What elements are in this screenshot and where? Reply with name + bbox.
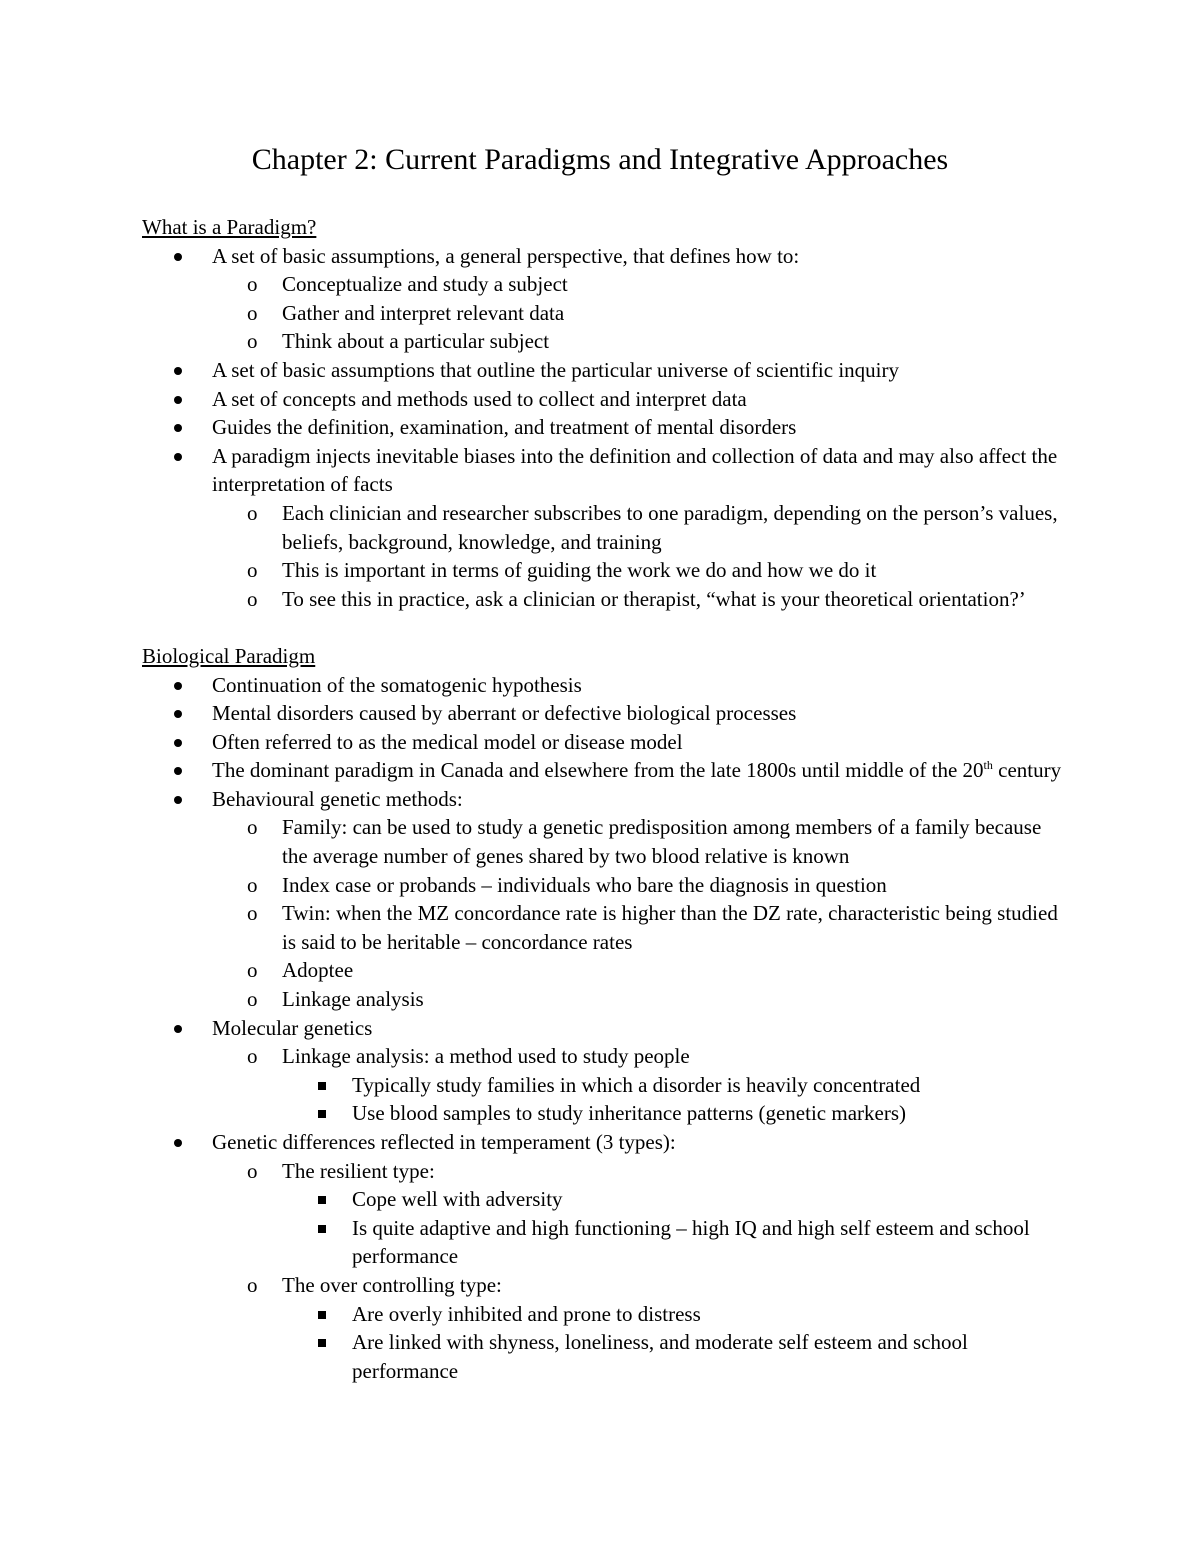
bullet-icon <box>174 796 182 804</box>
list-item <box>142 1128 1062 1385</box>
list-item-text: A set of concepts and methods used to collect and interpret data <box>212 386 747 411</box>
sub-sub-list <box>282 1300 1062 1386</box>
sub-list-item-text: The over controlling type: <box>282 1272 502 1297</box>
square-bullet-icon <box>318 1225 326 1233</box>
sub-list-item-text: Linkage analysis <box>282 987 424 1012</box>
sub-list-item-text: Conceptualize and study a subject <box>282 272 568 297</box>
list-item <box>142 442 1062 614</box>
square-bullet-icon <box>318 1110 326 1118</box>
list-item <box>142 756 1062 785</box>
circle-bullet-icon: o <box>247 272 258 297</box>
sub-list-item-text: The resilient type: <box>282 1158 435 1183</box>
bullet-icon <box>174 453 182 461</box>
circle-bullet-icon: o <box>247 1158 258 1183</box>
sub-list-item-text: Twin: when the MZ concordance rate is higher than the DZ rate, characteristic being studied is said to be heritable – concordance rates <box>282 901 1058 954</box>
circle-bullet-icon: o <box>247 586 258 611</box>
circle-bullet-icon: o <box>247 958 258 983</box>
sub-list-item-text: Each clinician and researcher subscribes to one paradigm, depending on the person’s values, beliefs, background, knowledge, and training <box>282 500 1058 554</box>
list-item <box>142 385 1062 414</box>
biological-bullet-list <box>142 671 1062 1386</box>
sub-sub-list <box>282 1185 1062 1271</box>
sub-list-item <box>212 871 1062 900</box>
square-bullet-icon <box>318 1082 326 1090</box>
sub-sub-list-item <box>282 1185 1062 1214</box>
sub-list-item <box>212 1271 1062 1385</box>
list-item-text: Continuation of the somatogenic hypothesis <box>212 672 582 697</box>
list-item-text-main: The dominant paradigm in Canada and elsewhere from the late 1800s until middle of the 20 <box>212 758 984 783</box>
sub-list-item <box>212 499 1062 556</box>
list-item-text: A paradigm injects inevitable biases into the definition and collection of data and may also affect the interpretation of facts <box>212 443 1058 497</box>
sub-list-item-text: Think about a particular subject <box>282 329 550 354</box>
sub-list <box>212 1157 1062 1386</box>
list-item <box>142 356 1062 385</box>
sub-sub-list-item <box>282 1099 1062 1128</box>
list-item <box>142 699 1062 728</box>
sub-sub-list-item <box>282 1071 1062 1100</box>
sub-list-item <box>212 899 1062 956</box>
list-item-text-tail: century <box>992 758 1062 783</box>
circle-bullet-icon: o <box>247 1044 258 1069</box>
sub-list-item-text: Index case or probands – individuals who bare the diagnosis in question <box>282 872 887 897</box>
sub-sub-list-item-text: Cope well with adversity <box>352 1187 563 1212</box>
list-item <box>142 242 1062 356</box>
bullet-icon <box>174 367 182 375</box>
sub-list-item <box>212 813 1062 870</box>
page-title: Chapter 2: Current Paradigms and Integrative Approaches <box>251 143 949 176</box>
bullet-icon <box>174 682 182 690</box>
bullet-icon <box>174 767 182 775</box>
list-item-text <box>212 758 1061 782</box>
circle-bullet-icon: o <box>247 300 258 325</box>
circle-bullet-icon: o <box>247 500 258 525</box>
sub-list <box>212 1042 1062 1128</box>
sub-list-item <box>212 585 1062 614</box>
sub-list-item-text: This is important in terms of guiding the work we do and how we do it <box>282 558 877 583</box>
bullet-icon <box>174 396 182 404</box>
circle-bullet-icon: o <box>247 872 258 897</box>
sub-list-item-text: Linkage analysis: a method used to study people <box>282 1044 690 1069</box>
sub-sub-list-item-text: Typically study families in which a disorder is heavily concentrated <box>352 1072 921 1097</box>
list-item <box>142 1014 1062 1128</box>
list-item-text: Molecular genetics <box>212 1015 373 1040</box>
sub-list-item-text: To see this in practice, ask a clinician or therapist, “what is your theoretical orientation?’ <box>282 586 1026 611</box>
sub-list-item <box>212 1157 1062 1271</box>
sub-sub-list-item-text: Are overly inhibited and prone to distress <box>352 1301 701 1326</box>
sub-sub-list-item <box>282 1300 1062 1329</box>
paradigm-bullet-list <box>142 242 1062 614</box>
sub-list <box>212 813 1062 1013</box>
sub-list-item <box>212 270 1062 299</box>
list-item <box>142 728 1062 757</box>
list-item-text: Guides the definition, examination, and treatment of mental disorders <box>212 415 797 440</box>
sub-list-item <box>212 556 1062 585</box>
bullet-icon <box>174 424 182 432</box>
superscript: th <box>983 758 993 773</box>
square-bullet-icon <box>318 1196 326 1204</box>
circle-bullet-icon: o <box>247 987 258 1012</box>
sub-sub-list-item-text: Is quite adaptive and high functioning – high IQ and high self esteem and school performance <box>352 1215 1030 1269</box>
sub-list-item-text: Adoptee <box>282 958 354 983</box>
sub-list-item <box>212 985 1062 1014</box>
list-item <box>142 413 1062 442</box>
sub-list <box>212 499 1062 613</box>
bullet-icon <box>174 253 182 261</box>
sub-list <box>212 270 1062 356</box>
sub-list-item <box>212 1042 1062 1128</box>
list-item-text: Often referred to as the medical model or disease model <box>212 729 683 754</box>
list-item-text: Mental disorders caused by aberrant or defective biological processes <box>212 701 797 726</box>
list-item-text: Genetic differences reflected in temperament (3 types): <box>212 1130 676 1154</box>
bullet-icon <box>174 1025 182 1033</box>
square-bullet-icon <box>318 1311 326 1319</box>
sub-sub-list-item <box>282 1214 1062 1271</box>
section-heading-biological: Biological Paradigm <box>142 643 316 668</box>
list-item-text: Behavioural genetic methods: <box>212 786 463 811</box>
circle-bullet-icon: o <box>247 558 258 583</box>
sub-list-item <box>212 299 1062 328</box>
sub-list-item <box>212 956 1062 985</box>
bullet-icon <box>174 1139 182 1147</box>
section-heading-paradigm: What is a Paradigm? <box>142 215 317 239</box>
circle-bullet-icon: o <box>247 1272 258 1297</box>
bullet-icon <box>174 739 182 747</box>
sub-sub-list <box>282 1071 1062 1128</box>
circle-bullet-icon: o <box>247 329 258 354</box>
sub-list-item-text: Gather and interpret relevant data <box>282 300 565 325</box>
sub-sub-list-item <box>282 1328 1062 1385</box>
list-item <box>142 671 1062 700</box>
circle-bullet-icon: o <box>247 815 258 840</box>
sub-list-item-text: Family: can be used to study a genetic predisposition among members of a family because the average number of genes shared by two blood relative is known <box>282 815 1042 869</box>
bullet-icon <box>174 710 182 718</box>
list-item <box>142 785 1062 1014</box>
document-body <box>142 213 1062 1385</box>
sub-sub-list-item-text: Are linked with shyness, loneliness, and moderate self esteem and school performance <box>352 1330 968 1383</box>
circle-bullet-icon: o <box>247 901 258 926</box>
list-item-text: A set of basic assumptions, a general perspective, that defines how to: <box>212 243 800 268</box>
section-spacer <box>142 613 1062 642</box>
square-bullet-icon <box>318 1339 326 1347</box>
sub-sub-list-item-text: Use blood samples to study inheritance patterns (genetic markers) <box>352 1101 906 1126</box>
list-item-text: A set of basic assumptions that outline the particular universe of scientific inquiry <box>212 357 900 382</box>
sub-list-item <box>212 327 1062 356</box>
